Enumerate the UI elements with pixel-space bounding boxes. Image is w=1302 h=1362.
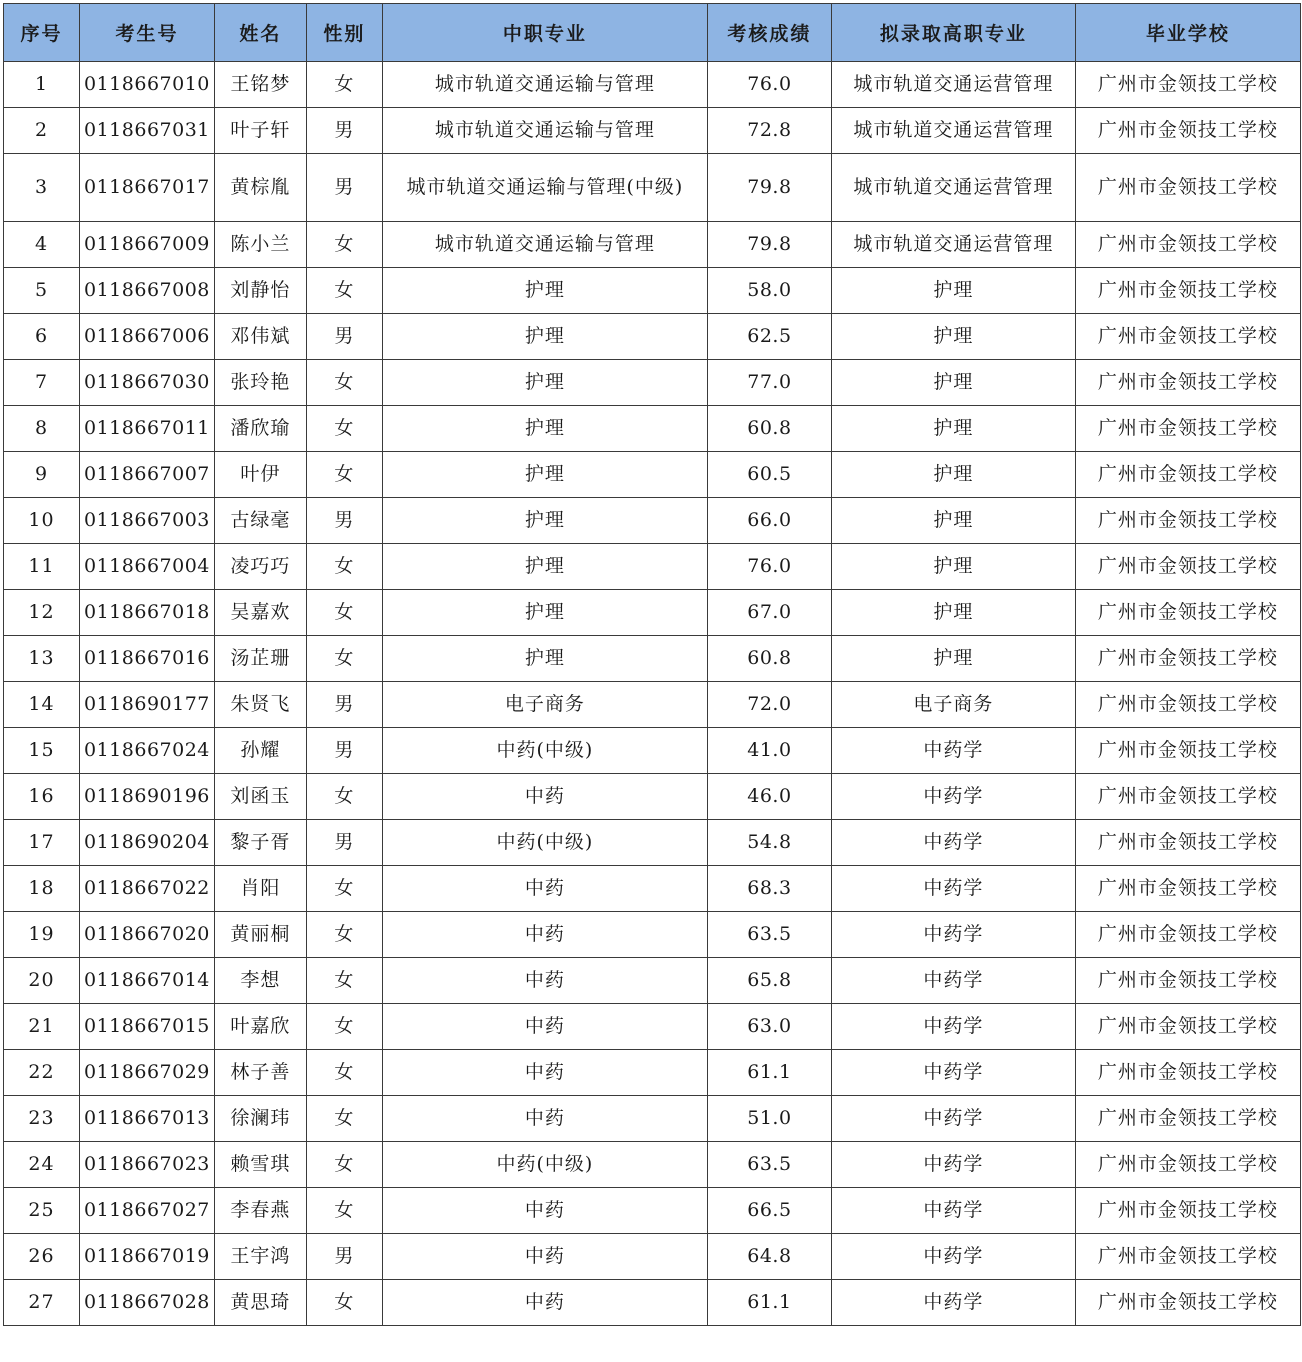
cell-gender: 女 <box>306 62 382 108</box>
cell-score: 72.0 <box>707 682 831 728</box>
cell-vocational-major: 护理 <box>382 498 707 544</box>
cell-vocational-major: 护理 <box>382 452 707 498</box>
cell-gender: 男 <box>306 820 382 866</box>
cell-name: 徐澜玮 <box>214 1096 306 1142</box>
cell-name: 叶伊 <box>214 452 306 498</box>
cell-school: 广州市金领技工学校 <box>1075 958 1300 1004</box>
cell-score: 62.5 <box>707 314 831 360</box>
cell-vocational-major: 护理 <box>382 544 707 590</box>
cell-score: 51.0 <box>707 1096 831 1142</box>
cell-admitted-major: 城市轨道交通运营管理 <box>831 154 1075 222</box>
cell-score: 54.8 <box>707 820 831 866</box>
table-row <box>4 544 1301 590</box>
table-row <box>4 498 1301 544</box>
cell-gender: 女 <box>306 268 382 314</box>
cell-vocational-major: 电子商务 <box>382 682 707 728</box>
cell-school: 广州市金领技工学校 <box>1075 682 1300 728</box>
table-row <box>4 1096 1301 1142</box>
cell-name: 张玲艳 <box>214 360 306 406</box>
cell-seq: 16 <box>4 774 80 820</box>
header-seq: 序号 <box>4 4 80 62</box>
cell-vocational-major: 城市轨道交通运输与管理 <box>382 108 707 154</box>
cell-gender: 男 <box>306 728 382 774</box>
cell-admitted-major: 护理 <box>831 314 1075 360</box>
cell-name: 汤芷珊 <box>214 636 306 682</box>
cell-seq: 3 <box>4 154 80 222</box>
cell-exam-id: 0118667010 <box>80 62 215 108</box>
cell-school: 广州市金领技工学校 <box>1075 544 1300 590</box>
cell-seq: 17 <box>4 820 80 866</box>
cell-school: 广州市金领技工学校 <box>1075 1096 1300 1142</box>
cell-vocational-major: 中药 <box>382 1050 707 1096</box>
cell-vocational-major: 中药 <box>382 1280 707 1326</box>
cell-school: 广州市金领技工学校 <box>1075 1050 1300 1096</box>
cell-score: 46.0 <box>707 774 831 820</box>
cell-gender: 女 <box>306 1142 382 1188</box>
cell-exam-id: 0118667009 <box>80 222 215 268</box>
cell-admitted-major: 中药学 <box>831 820 1075 866</box>
cell-vocational-major: 护理 <box>382 636 707 682</box>
cell-gender: 男 <box>306 498 382 544</box>
cell-seq: 8 <box>4 406 80 452</box>
table-row <box>4 360 1301 406</box>
cell-score: 60.5 <box>707 452 831 498</box>
cell-exam-id: 0118667019 <box>80 1234 215 1280</box>
cell-vocational-major: 城市轨道交通运输与管理 <box>382 62 707 108</box>
header-admitted-major: 拟录取高职专业 <box>831 4 1075 62</box>
cell-gender: 男 <box>306 682 382 728</box>
cell-vocational-major: 中药 <box>382 912 707 958</box>
cell-admitted-major: 中药学 <box>831 1050 1075 1096</box>
table-row <box>4 728 1301 774</box>
cell-exam-id: 0118667004 <box>80 544 215 590</box>
cell-admitted-major: 中药学 <box>831 1142 1075 1188</box>
cell-vocational-major: 城市轨道交通运输与管理(中级) <box>382 154 707 222</box>
cell-name: 黄棕胤 <box>214 154 306 222</box>
cell-gender: 女 <box>306 360 382 406</box>
table-row <box>4 1188 1301 1234</box>
cell-vocational-major: 护理 <box>382 360 707 406</box>
cell-name: 刘函玉 <box>214 774 306 820</box>
cell-gender: 女 <box>306 958 382 1004</box>
cell-score: 66.5 <box>707 1188 831 1234</box>
table-row <box>4 1280 1301 1326</box>
cell-exam-id: 0118667006 <box>80 314 215 360</box>
cell-vocational-major: 城市轨道交通运输与管理 <box>382 222 707 268</box>
cell-admitted-major: 中药学 <box>831 958 1075 1004</box>
cell-seq: 1 <box>4 62 80 108</box>
cell-school: 广州市金领技工学校 <box>1075 774 1300 820</box>
cell-admitted-major: 城市轨道交通运营管理 <box>831 62 1075 108</box>
cell-exam-id: 0118667022 <box>80 866 215 912</box>
cell-school: 广州市金领技工学校 <box>1075 452 1300 498</box>
cell-seq: 15 <box>4 728 80 774</box>
cell-exam-id: 0118690177 <box>80 682 215 728</box>
cell-gender: 女 <box>306 774 382 820</box>
cell-school: 广州市金领技工学校 <box>1075 222 1300 268</box>
cell-vocational-major: 中药(中级) <box>382 820 707 866</box>
table-row <box>4 1234 1301 1280</box>
cell-name: 邓伟斌 <box>214 314 306 360</box>
cell-exam-id: 0118667029 <box>80 1050 215 1096</box>
cell-seq: 19 <box>4 912 80 958</box>
cell-score: 79.8 <box>707 154 831 222</box>
table-row <box>4 636 1301 682</box>
cell-vocational-major: 中药 <box>382 1234 707 1280</box>
cell-name: 黄思琦 <box>214 1280 306 1326</box>
cell-name: 王宇鸿 <box>214 1234 306 1280</box>
cell-score: 66.0 <box>707 498 831 544</box>
cell-score: 63.5 <box>707 1142 831 1188</box>
cell-exam-id: 0118690204 <box>80 820 215 866</box>
cell-seq: 20 <box>4 958 80 1004</box>
cell-vocational-major: 中药 <box>382 958 707 1004</box>
cell-score: 67.0 <box>707 590 831 636</box>
cell-name: 李想 <box>214 958 306 1004</box>
cell-seq: 11 <box>4 544 80 590</box>
cell-admitted-major: 中药学 <box>831 1004 1075 1050</box>
cell-gender: 女 <box>306 1188 382 1234</box>
cell-school: 广州市金领技工学校 <box>1075 636 1300 682</box>
cell-score: 60.8 <box>707 406 831 452</box>
cell-vocational-major: 中药(中级) <box>382 728 707 774</box>
header-score: 考核成绩 <box>707 4 831 62</box>
cell-exam-id: 0118667024 <box>80 728 215 774</box>
cell-gender: 男 <box>306 108 382 154</box>
cell-seq: 25 <box>4 1188 80 1234</box>
cell-name: 李春燕 <box>214 1188 306 1234</box>
cell-admitted-major: 护理 <box>831 452 1075 498</box>
table-row <box>4 820 1301 866</box>
cell-admitted-major: 中药学 <box>831 866 1075 912</box>
cell-admitted-major: 城市轨道交通运营管理 <box>831 222 1075 268</box>
table-row <box>4 958 1301 1004</box>
header-row <box>4 4 1301 62</box>
cell-gender: 女 <box>306 1050 382 1096</box>
cell-exam-id: 0118667013 <box>80 1096 215 1142</box>
cell-exam-id: 0118667018 <box>80 590 215 636</box>
cell-admitted-major: 护理 <box>831 544 1075 590</box>
cell-name: 朱贤飞 <box>214 682 306 728</box>
cell-seq: 6 <box>4 314 80 360</box>
cell-school: 广州市金领技工学校 <box>1075 866 1300 912</box>
cell-admitted-major: 中药学 <box>831 1280 1075 1326</box>
cell-seq: 22 <box>4 1050 80 1096</box>
cell-admitted-major: 护理 <box>831 590 1075 636</box>
cell-seq: 2 <box>4 108 80 154</box>
cell-gender: 男 <box>306 1234 382 1280</box>
cell-score: 76.0 <box>707 544 831 590</box>
table-row <box>4 1142 1301 1188</box>
cell-score: 72.8 <box>707 108 831 154</box>
cell-school: 广州市金领技工学校 <box>1075 590 1300 636</box>
cell-name: 凌巧巧 <box>214 544 306 590</box>
table-row <box>4 682 1301 728</box>
cell-school: 广州市金领技工学校 <box>1075 1280 1300 1326</box>
cell-seq: 21 <box>4 1004 80 1050</box>
admission-table <box>3 3 1301 1326</box>
cell-name: 陈小兰 <box>214 222 306 268</box>
cell-school: 广州市金领技工学校 <box>1075 360 1300 406</box>
cell-gender: 女 <box>306 1004 382 1050</box>
cell-seq: 18 <box>4 866 80 912</box>
cell-school: 广州市金领技工学校 <box>1075 62 1300 108</box>
cell-vocational-major: 护理 <box>382 268 707 314</box>
table-row <box>4 912 1301 958</box>
cell-admitted-major: 中药学 <box>831 912 1075 958</box>
cell-school: 广州市金领技工学校 <box>1075 268 1300 314</box>
table-row <box>4 866 1301 912</box>
cell-score: 61.1 <box>707 1050 831 1096</box>
cell-gender: 女 <box>306 452 382 498</box>
cell-exam-id: 0118667020 <box>80 912 215 958</box>
cell-score: 76.0 <box>707 62 831 108</box>
cell-school: 广州市金领技工学校 <box>1075 820 1300 866</box>
cell-gender: 男 <box>306 314 382 360</box>
cell-exam-id: 0118690196 <box>80 774 215 820</box>
cell-score: 63.0 <box>707 1004 831 1050</box>
cell-score: 61.1 <box>707 1280 831 1326</box>
cell-score: 77.0 <box>707 360 831 406</box>
table-row <box>4 108 1301 154</box>
cell-exam-id: 0118667031 <box>80 108 215 154</box>
cell-exam-id: 0118667011 <box>80 406 215 452</box>
cell-gender: 女 <box>306 222 382 268</box>
table-row <box>4 774 1301 820</box>
cell-name: 黄丽桐 <box>214 912 306 958</box>
cell-name: 叶子轩 <box>214 108 306 154</box>
header-vocational-major: 中职专业 <box>382 4 707 62</box>
cell-seq: 9 <box>4 452 80 498</box>
cell-seq: 24 <box>4 1142 80 1188</box>
cell-gender: 女 <box>306 406 382 452</box>
cell-admitted-major: 城市轨道交通运营管理 <box>831 108 1075 154</box>
cell-vocational-major: 中药 <box>382 866 707 912</box>
cell-score: 79.8 <box>707 222 831 268</box>
cell-admitted-major: 护理 <box>831 406 1075 452</box>
cell-vocational-major: 护理 <box>382 406 707 452</box>
cell-gender: 女 <box>306 1280 382 1326</box>
cell-name: 叶嘉欣 <box>214 1004 306 1050</box>
cell-name: 孙耀 <box>214 728 306 774</box>
table-row <box>4 314 1301 360</box>
cell-seq: 26 <box>4 1234 80 1280</box>
cell-exam-id: 0118667014 <box>80 958 215 1004</box>
table-header <box>4 4 1301 62</box>
cell-name: 刘静怡 <box>214 268 306 314</box>
cell-name: 古绿毫 <box>214 498 306 544</box>
cell-admitted-major: 中药学 <box>831 1234 1075 1280</box>
table-row <box>4 590 1301 636</box>
cell-exam-id: 0118667027 <box>80 1188 215 1234</box>
cell-exam-id: 0118667015 <box>80 1004 215 1050</box>
table-row <box>4 222 1301 268</box>
cell-name: 肖阳 <box>214 866 306 912</box>
cell-vocational-major: 中药 <box>382 1188 707 1234</box>
cell-school: 广州市金领技工学校 <box>1075 1234 1300 1280</box>
cell-admitted-major: 护理 <box>831 360 1075 406</box>
cell-gender: 女 <box>306 636 382 682</box>
cell-name: 赖雪琪 <box>214 1142 306 1188</box>
cell-vocational-major: 中药 <box>382 774 707 820</box>
cell-admitted-major: 中药学 <box>831 1096 1075 1142</box>
cell-score: 63.5 <box>707 912 831 958</box>
cell-admitted-major: 中药学 <box>831 774 1075 820</box>
cell-admitted-major: 中药学 <box>831 1188 1075 1234</box>
cell-score: 41.0 <box>707 728 831 774</box>
cell-score: 64.8 <box>707 1234 831 1280</box>
cell-school: 广州市金领技工学校 <box>1075 1188 1300 1234</box>
cell-school: 广州市金领技工学校 <box>1075 498 1300 544</box>
cell-seq: 12 <box>4 590 80 636</box>
cell-school: 广州市金领技工学校 <box>1075 912 1300 958</box>
cell-school: 广州市金领技工学校 <box>1075 108 1300 154</box>
cell-score: 68.3 <box>707 866 831 912</box>
cell-gender: 女 <box>306 912 382 958</box>
cell-name: 潘欣瑜 <box>214 406 306 452</box>
header-school: 毕业学校 <box>1075 4 1300 62</box>
table-row <box>4 268 1301 314</box>
cell-exam-id: 0118667023 <box>80 1142 215 1188</box>
header-gender: 性别 <box>306 4 382 62</box>
cell-exam-id: 0118667007 <box>80 452 215 498</box>
cell-admitted-major: 电子商务 <box>831 682 1075 728</box>
table-row <box>4 452 1301 498</box>
cell-exam-id: 0118667028 <box>80 1280 215 1326</box>
cell-gender: 女 <box>306 1096 382 1142</box>
cell-name: 黎子胥 <box>214 820 306 866</box>
cell-admitted-major: 护理 <box>831 268 1075 314</box>
cell-exam-id: 0118667030 <box>80 360 215 406</box>
cell-seq: 27 <box>4 1280 80 1326</box>
cell-name: 吴嘉欢 <box>214 590 306 636</box>
cell-score: 58.0 <box>707 268 831 314</box>
cell-school: 广州市金领技工学校 <box>1075 1142 1300 1188</box>
cell-exam-id: 0118667017 <box>80 154 215 222</box>
header-name: 姓名 <box>214 4 306 62</box>
table-row <box>4 1050 1301 1096</box>
header-exam-id: 考生号 <box>80 4 215 62</box>
cell-exam-id: 0118667008 <box>80 268 215 314</box>
cell-seq: 23 <box>4 1096 80 1142</box>
cell-name: 王铭梦 <box>214 62 306 108</box>
cell-exam-id: 0118667016 <box>80 636 215 682</box>
table-row <box>4 1004 1301 1050</box>
cell-seq: 5 <box>4 268 80 314</box>
cell-score: 65.8 <box>707 958 831 1004</box>
cell-seq: 14 <box>4 682 80 728</box>
cell-seq: 4 <box>4 222 80 268</box>
cell-seq: 7 <box>4 360 80 406</box>
cell-gender: 男 <box>306 154 382 222</box>
cell-exam-id: 0118667003 <box>80 498 215 544</box>
cell-vocational-major: 中药 <box>382 1004 707 1050</box>
cell-gender: 女 <box>306 866 382 912</box>
table-row <box>4 406 1301 452</box>
cell-admitted-major: 中药学 <box>831 728 1075 774</box>
cell-admitted-major: 护理 <box>831 498 1075 544</box>
cell-admitted-major: 护理 <box>831 636 1075 682</box>
cell-vocational-major: 中药(中级) <box>382 1142 707 1188</box>
cell-vocational-major: 护理 <box>382 590 707 636</box>
cell-school: 广州市金领技工学校 <box>1075 1004 1300 1050</box>
cell-gender: 女 <box>306 544 382 590</box>
table-body <box>4 62 1301 1326</box>
cell-seq: 10 <box>4 498 80 544</box>
cell-school: 广州市金领技工学校 <box>1075 728 1300 774</box>
table-row <box>4 62 1301 108</box>
cell-vocational-major: 中药 <box>382 1096 707 1142</box>
cell-seq: 13 <box>4 636 80 682</box>
table-row <box>4 154 1301 222</box>
cell-vocational-major: 护理 <box>382 314 707 360</box>
cell-school: 广州市金领技工学校 <box>1075 314 1300 360</box>
cell-school: 广州市金领技工学校 <box>1075 154 1300 222</box>
cell-gender: 女 <box>306 590 382 636</box>
cell-score: 60.8 <box>707 636 831 682</box>
cell-name: 林子善 <box>214 1050 306 1096</box>
cell-school: 广州市金领技工学校 <box>1075 406 1300 452</box>
